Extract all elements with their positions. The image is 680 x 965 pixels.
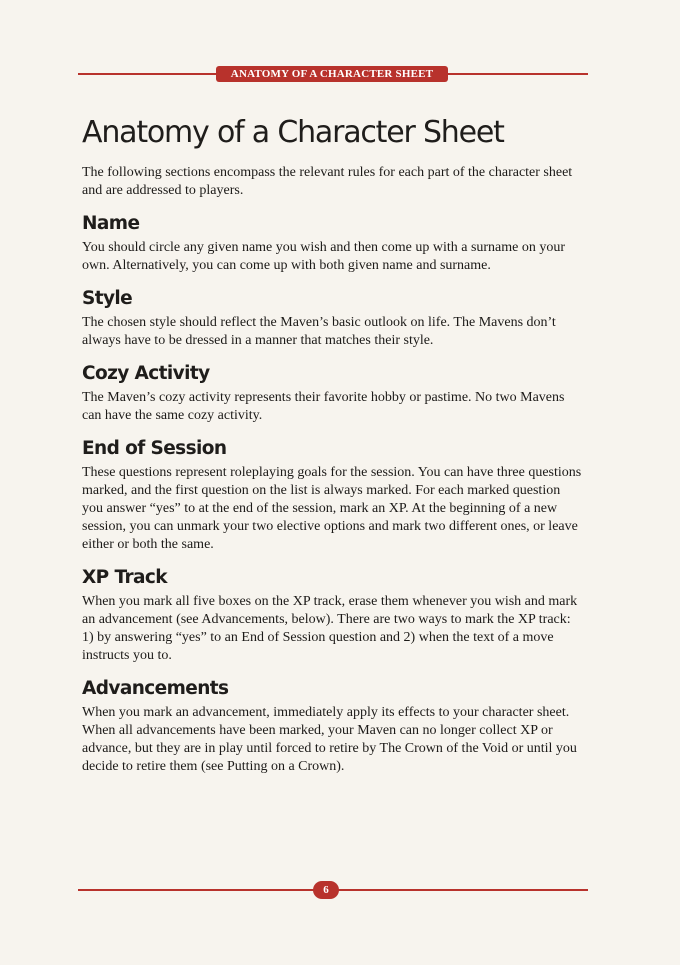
- section-end-of-session: [82, 435, 582, 554]
- section-xp-track: [82, 564, 582, 665]
- section-heading: Advancements: [82, 678, 229, 699]
- section-body: When you mark all five boxes on the XP track, erase them whenever you wish and mark an advancement (see Advancements, below). There are two ways to mark the XP track: 1) by answering “yes” to an End of Session question and 2) when the text of a move instructs you to.: [82, 594, 578, 663]
- intro-paragraph: The following sections encompass the relevant rules for each part of the character sheet and are addressed to players.: [82, 165, 573, 198]
- section-body: These questions represent roleplaying goals for the session. You can have three questions marked, and the first question on the list is always marked. For each marked question you answer “yes” to at the end of the session, mark an XP. At the beginning of a new session, you can unmark your two elective options and mark two different ones, or leave either or both the same.: [82, 465, 582, 552]
- page-number: 6: [313, 881, 339, 899]
- section-cozy-activity: [82, 360, 582, 425]
- page-content: [82, 110, 582, 776]
- section-heading: Cozy Activity: [82, 363, 210, 384]
- section-heading: End of Session: [82, 438, 227, 459]
- section-name: [82, 210, 582, 275]
- section-body: The Maven’s cozy activity represents their favorite hobby or pastime. No two Mavens can have the same cozy activity.: [82, 390, 565, 423]
- section-body: When you mark an advancement, immediately apply its effects to your character sheet. When all advancements have been marked, your Maven can no longer collect XP or advance, but they are in play until forced to retire by The Crown of the Void or until you decide to retire them (see Putting on a Crown).: [82, 705, 577, 774]
- section-style: [82, 285, 582, 350]
- section-body: You should circle any given name you wish and then come up with a surname on your own. Alternatively, you can come up with both given name and surname.: [82, 240, 566, 273]
- section-advancements: [82, 675, 582, 776]
- running-head: ANATOMY OF A CHARACTER SHEET: [216, 66, 448, 82]
- page-title: Anatomy of a Character Sheet: [82, 115, 504, 150]
- section-heading: XP Track: [82, 567, 167, 588]
- section-heading: Name: [82, 213, 140, 234]
- section-body: The chosen style should reflect the Maven’s basic outlook on life. The Mavens don’t always have to be dressed in a manner that matches their style.: [82, 315, 556, 348]
- section-heading: Style: [82, 288, 133, 309]
